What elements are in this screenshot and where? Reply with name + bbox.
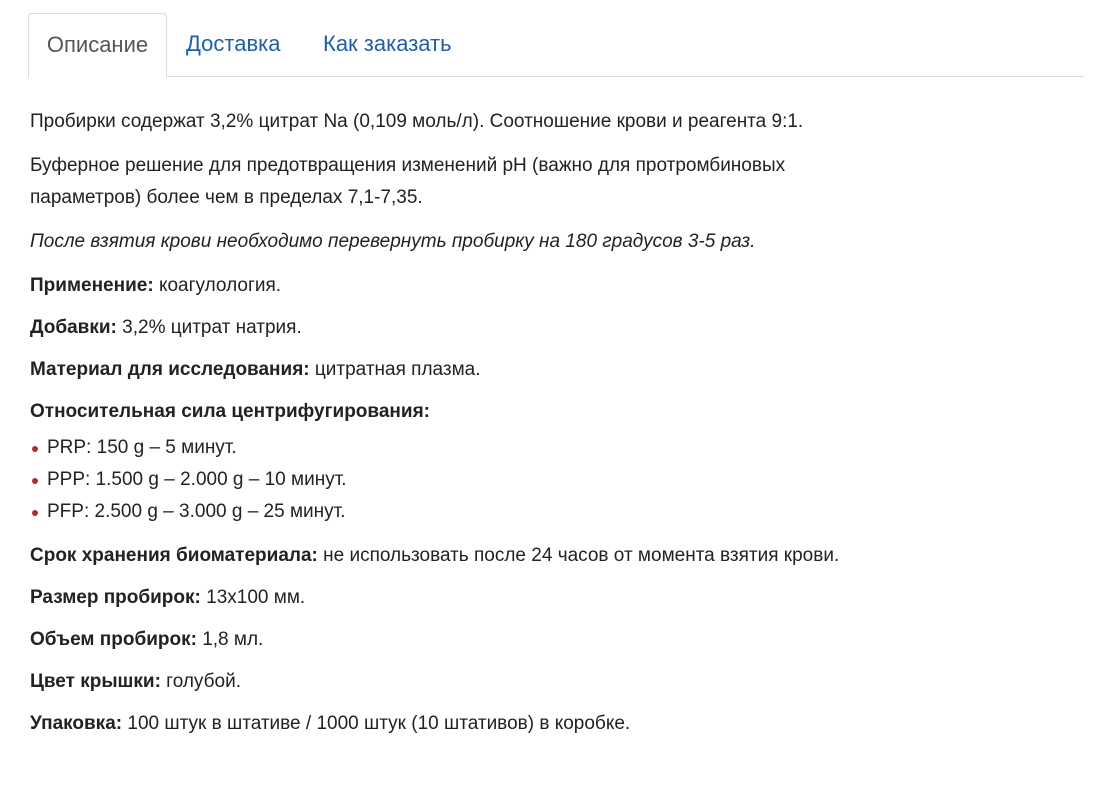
description-paragraph-citrate: Пробирки содержат 3,2% цитрат Na (0,109 моль/л). Соотношение крови и реагента 9:1.	[30, 111, 804, 132]
spec-volume	[30, 624, 1080, 656]
tab-bar	[28, 13, 1084, 77]
spec-cap-color	[30, 666, 1080, 698]
spec-rcf-label: Относительная сила центрифугирования:	[30, 401, 430, 422]
spec-usage-value: коагулология.	[153, 275, 282, 296]
spec-packaging-value: 100 штук в штативе / 1000 штук (10 штативов) в коробке.	[122, 713, 631, 734]
spec-size-label: Размер пробирок:	[30, 587, 201, 608]
spec-volume-label: Объем пробирок:	[30, 629, 197, 650]
spec-material-label: Материал для исследования:	[30, 359, 310, 380]
bullet-icon	[32, 510, 38, 516]
spec-additives-label: Добавки:	[30, 317, 117, 338]
spec-cap-color-value: голубой.	[160, 671, 241, 692]
spec-storage	[30, 540, 1080, 572]
spec-size	[30, 582, 1080, 614]
list-item: PRP: 150 g – 5 минут.	[30, 432, 1080, 464]
spec-material	[30, 354, 1080, 386]
list-item: PFP: 2.500 g – 3.000 g – 25 минут.	[30, 496, 1080, 528]
spec-size-value: 13x100 мм.	[200, 587, 306, 608]
spec-storage-value: не использовать после 24 часов от момента взятия крови.	[317, 545, 840, 566]
bullet-icon	[32, 446, 38, 452]
spec-cap-color-label: Цвет крышки:	[30, 671, 161, 692]
description-content	[30, 106, 1080, 750]
bullet-icon	[32, 478, 38, 484]
spec-rcf	[30, 396, 1080, 428]
spec-material-value: цитратная плазма.	[309, 359, 481, 380]
tab-delivery[interactable]: Доставка	[186, 31, 281, 56]
rcf-list	[30, 432, 1080, 528]
spec-usage	[30, 270, 1080, 302]
spec-usage-label: Применение:	[30, 275, 154, 296]
tab-how-to-order[interactable]: Как заказать	[323, 31, 452, 56]
description-paragraph-buffer: Буферное решение для предотвращения изменений pH (важно для протромбиновых параметров) более чем в пределах 7,1-7,35.	[30, 155, 786, 208]
spec-additives	[30, 312, 1080, 344]
spec-storage-label: Срок хранения биоматериала:	[30, 545, 318, 566]
spec-additives-value: 3,2% цитрат натрия.	[116, 317, 302, 338]
spec-packaging	[30, 708, 1080, 740]
list-item: PPP: 1.500 g – 2.000 g – 10 минут.	[30, 464, 1080, 496]
spec-packaging-label: Упаковка:	[30, 713, 123, 734]
description-paragraph-note: После взятия крови необходимо перевернуть пробирку на 180 градусов 3-5 раз.	[30, 231, 756, 252]
spec-volume-value: 1,8 мл.	[196, 629, 264, 650]
tab-description[interactable]: Описание	[28, 13, 167, 78]
